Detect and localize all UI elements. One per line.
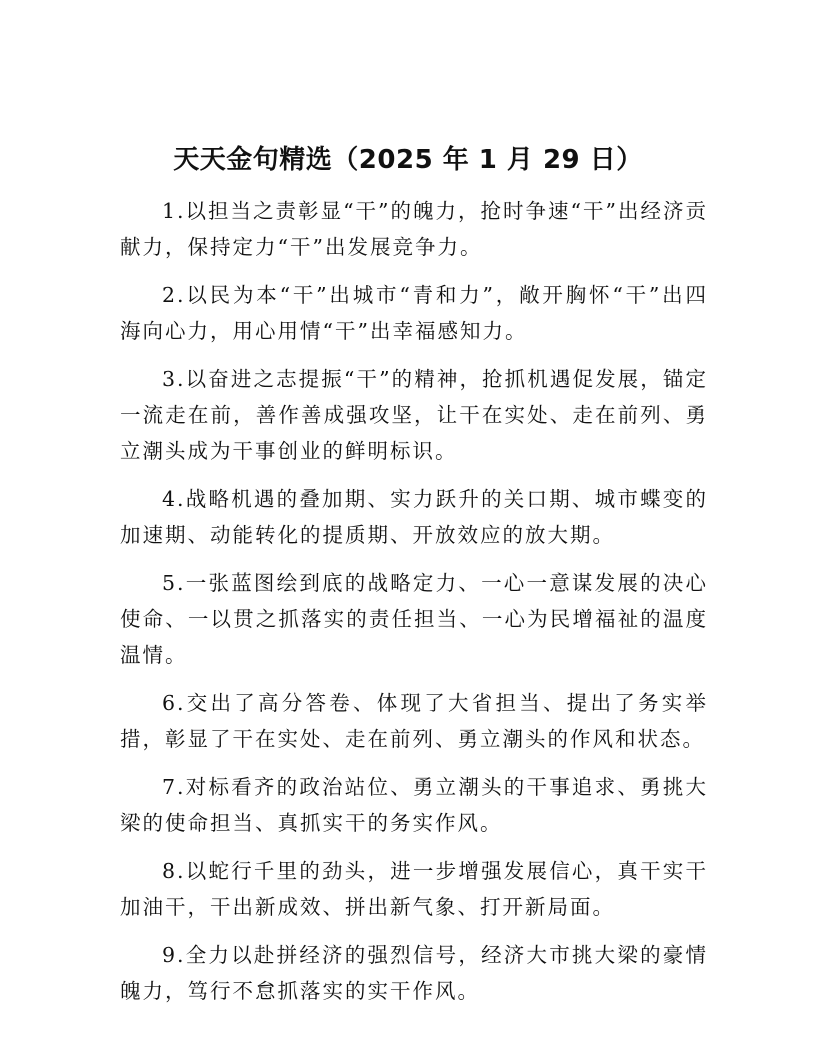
quote-list xyxy=(120,193,708,1021)
quote-item-2: 2.以民为本“干”出城市“青和力”，敞开胸怀“干”出四海向心力，用心用情“干”出幸福感知力。 xyxy=(120,283,708,343)
quote-item-4: 4.战略机遇的叠加期、实力跃升的关口期、城市蝶变的加速期、动能转化的提质期、开放效应的放大期。 xyxy=(120,487,708,547)
document-title: 天天金句精选（2025 年 1 月 29 日） xyxy=(173,145,643,175)
quote-item-3: 3.以奋进之志提振“干”的精神，抢抓机遇促发展，锚定一流走在前，善作善成强攻坚，让干在实处、走在前列、勇立潮头成为干事创业的鲜明标识。 xyxy=(120,367,708,463)
quote-item-5: 5.一张蓝图绘到底的战略定力、一心一意谋发展的决心使命、一以贯之抓落实的责任担当、一心为民增福祉的温度温情。 xyxy=(120,571,708,667)
quote-item-7: 7.对标看齐的政治站位、勇立潮头的干事追求、勇挑大梁的使命担当、真抓实干的务实作风。 xyxy=(120,775,708,835)
quote-item-8: 8.以蛇行千里的劲头，进一步增强发展信心，真干实干加油干，干出新成效、拼出新气象、打开新局面。 xyxy=(120,859,708,919)
quote-item-1: 1.以担当之责彰显“干”的魄力，抢时争速“干”出经济贡献力，保持定力“干”出发展竞争力。 xyxy=(120,199,708,259)
quote-item-9: 9.全力以赴拼经济的强烈信号，经济大市挑大梁的豪情魄力，笃行不怠抓落实的实干作风。 xyxy=(120,943,708,1003)
quote-item-6: 6.交出了高分答卷、体现了大省担当、提出了务实举措，彰显了干在实处、走在前列、勇立潮头的作风和状态。 xyxy=(120,691,708,751)
